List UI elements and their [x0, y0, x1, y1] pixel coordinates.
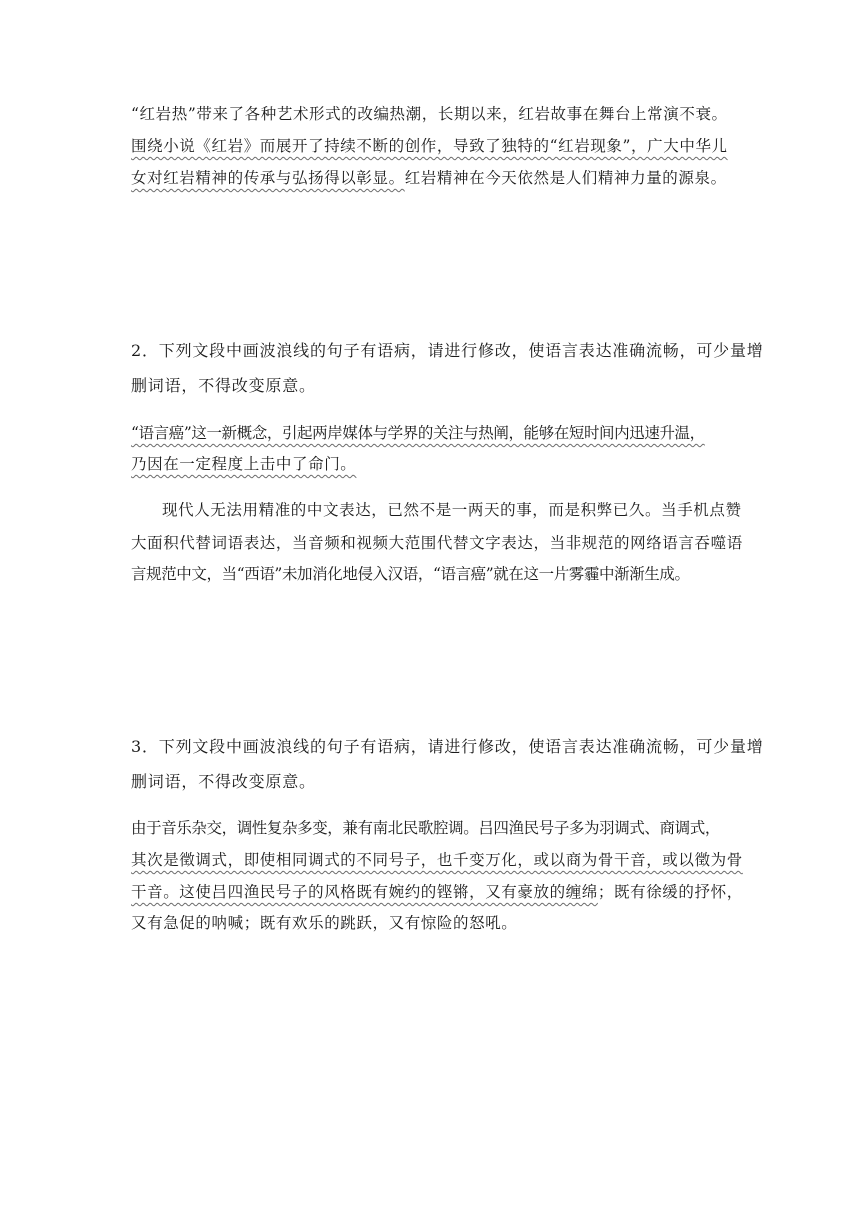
q2-paragraph-line2: [131, 533, 743, 553]
passage1-line2-wavy-text: 围绕小说《红岩》而展开了持续不断的创作，导致了独特的“红岩现象”，广大中华儿: [131, 137, 728, 155]
q2-paragraph-text-3: 言规范中文，当“西语”未加消化地侵入汉语，“语言癌”就在这一片雾霾中渐渐生成。: [131, 565, 690, 583]
q2-wavy-text-1: “语言癌”这一新概念，引起两岸媒体与学界的关注与热阐，能够在短时间内迅速升温，: [131, 424, 705, 442]
q3-prompt-text-2: 删词语，不得改变原意。: [131, 772, 316, 791]
q2-wavy-line2: [131, 454, 356, 474]
q3-line4-text: 又有急促的呐喊；既有欢乐的跳跃，又有惊险的怒吼。: [131, 914, 518, 932]
q2-prompt-line2: [131, 376, 316, 396]
q3-line3: [131, 882, 743, 902]
passage1-line3-wavy-text: 女对红岩精神的传承与弘扬得以彰显。: [131, 169, 405, 187]
q2-prompt-text-2: 删词语，不得改变原意。: [131, 376, 316, 395]
passage1-line1: [131, 104, 728, 124]
q2-wavy-line1: [131, 423, 705, 443]
passage1-line3-rest-text: 红岩精神在今天依然是人们精神力量的源泉。: [404, 169, 727, 187]
passage1-line3: [131, 168, 727, 188]
q3-line1-wavy-text: 吕四渔民号子多为羽调式、商调式，: [478, 819, 720, 837]
q2-paragraph-text-2: 大面积代替词语表达，当音频和视频大范围代替文字表达，当非规范的网络语言吞噬语: [131, 534, 743, 552]
q2-paragraph-text-1: 现代人无法用精准的中文表达，已然不是一两天的事，而是积弊已久。当手机点赞: [162, 501, 742, 519]
q3-line1-plain-text: 由于音乐杂交，调性复杂多变，兼有南北民歌腔调。: [131, 819, 479, 837]
q3-line2-wavy-text: 其次是徵调式，即使相同调式的不同号子，也千变万化，或以商为骨干音，或以徵为骨: [131, 851, 743, 869]
q3-line3-wavy-text: 干音。这使吕四渔民号子的风格既有婉约的铿锵，又有豪放的缠绵: [131, 883, 598, 901]
q3-line4: [131, 913, 517, 933]
q3-prompt-line1: [131, 737, 764, 757]
q3-prompt-text-1: 3．下列文段中画波浪线的句子有语病，请进行修改，使语言表达准确流畅，可少量增: [131, 737, 764, 756]
passage1-line1-text: “红岩热”带来了各种艺术形式的改编热潮，长期以来，红岩故事在舞台上常演不衰。: [131, 105, 728, 123]
q2-prompt-text-1: 2．下列文段中画波浪线的句子有语病，请进行修改，使语言表达准确流畅，可少量增: [131, 341, 764, 360]
q3-prompt-line2: [131, 772, 316, 792]
q2-prompt-line1: [131, 341, 764, 361]
q3-line2: [131, 850, 743, 870]
q3-line3-rest-text: ；既有徐缓的抒怀，: [597, 883, 743, 901]
q2-paragraph-line1: [162, 500, 742, 520]
passage1-line2: [131, 136, 728, 156]
q2-paragraph-line3: [131, 564, 690, 584]
q2-wavy-text-2: 乃因在一定程度上击中了命门。: [131, 455, 357, 473]
q3-line1: [131, 818, 720, 838]
